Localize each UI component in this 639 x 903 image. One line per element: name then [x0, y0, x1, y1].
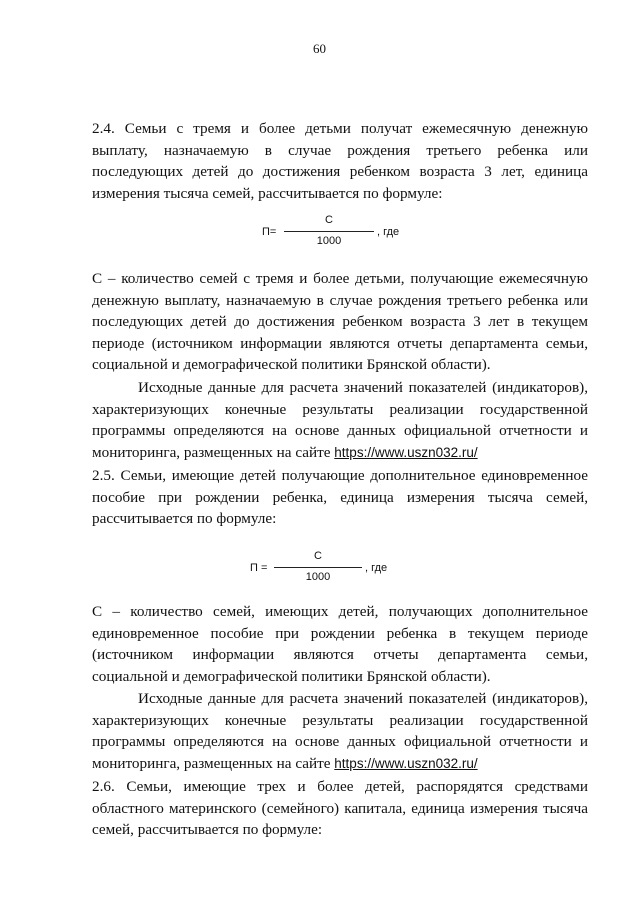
section-2-5-source — [92, 688, 588, 774]
formula-denominator: 1000 — [316, 235, 342, 247]
source-text: Исходные данные для расчета значений показателей (индикаторов), характеризующих конечные результаты реализации государственной программы определяются на основе данных официальной отчетности и мониторинга, размещенных на сайте — [92, 690, 588, 772]
section-2-6-title: 2.6. Семьи, имеющие трех и более детей, распорядятся средствами областного материнского (семейного) капитала, единица измерения тысяча семей, рассчитывается по формуле: — [92, 778, 588, 838]
formula-numerator: С — [325, 214, 333, 226]
formula-suffix: , где — [365, 562, 388, 574]
source-text: Исходные данные для расчета значений показателей (индикаторов), характеризующих конечные результаты реализации государственной программы определяются на основе данных официальной отчетности и мониторинга, размещенных на сайте — [92, 379, 588, 461]
section-2-4-title: 2.4. Семьи с тремя и более детьми получат ежемесячную денежную выплату, назначаемую в случае рождения третьего ребенка или последующих детей до достижения ребенком возраста 3 лет, единица измерения тысяча семей, рассчитывается по формуле: — [92, 120, 588, 202]
section-2-4-definition: С – количество семей с тремя и более детьми, получающие ежемесячную денежную выплату, назначаемую в случае рождения третьего ребенка или последующих детей до достижения ребенком возраста 3 лет в текущем периоде (источником информации являются отчеты департамента семьи, социальной и демографической политики Брянской области). — [92, 270, 588, 373]
section-2-4-source — [92, 377, 588, 463]
section-2-5-title: 2.5. Семьи, имеющие детей получающие дополнительное единовременное пособие при рождении ребенка, единица измерения тысяча семей, рассчитывается по формуле: — [92, 467, 588, 527]
formula-denominator: 1000 — [305, 571, 331, 583]
fraction-bar — [284, 231, 374, 232]
formula-lhs: П= — [262, 226, 277, 238]
source-link[interactable]: https://www.uszn032.ru/ — [334, 755, 478, 771]
formula-suffix: , где — [377, 226, 400, 238]
formula-lhs: П = — [250, 562, 268, 574]
fraction-bar — [274, 567, 362, 568]
formula-2-5 — [250, 550, 420, 586]
formula-numerator: С — [314, 550, 322, 562]
source-link[interactable]: https://www.uszn032.ru/ — [334, 444, 478, 460]
section-2-5-definition: С – количество семей, имеющих детей, получающих дополнительное единовременное пособие при рождении ребенка в текущем периоде (источником информации являются отчеты департамента семьи, социальной и демографической политики Брянской области). — [92, 603, 588, 685]
formula-2-4 — [262, 214, 422, 250]
page-number: 60 — [313, 41, 326, 56]
